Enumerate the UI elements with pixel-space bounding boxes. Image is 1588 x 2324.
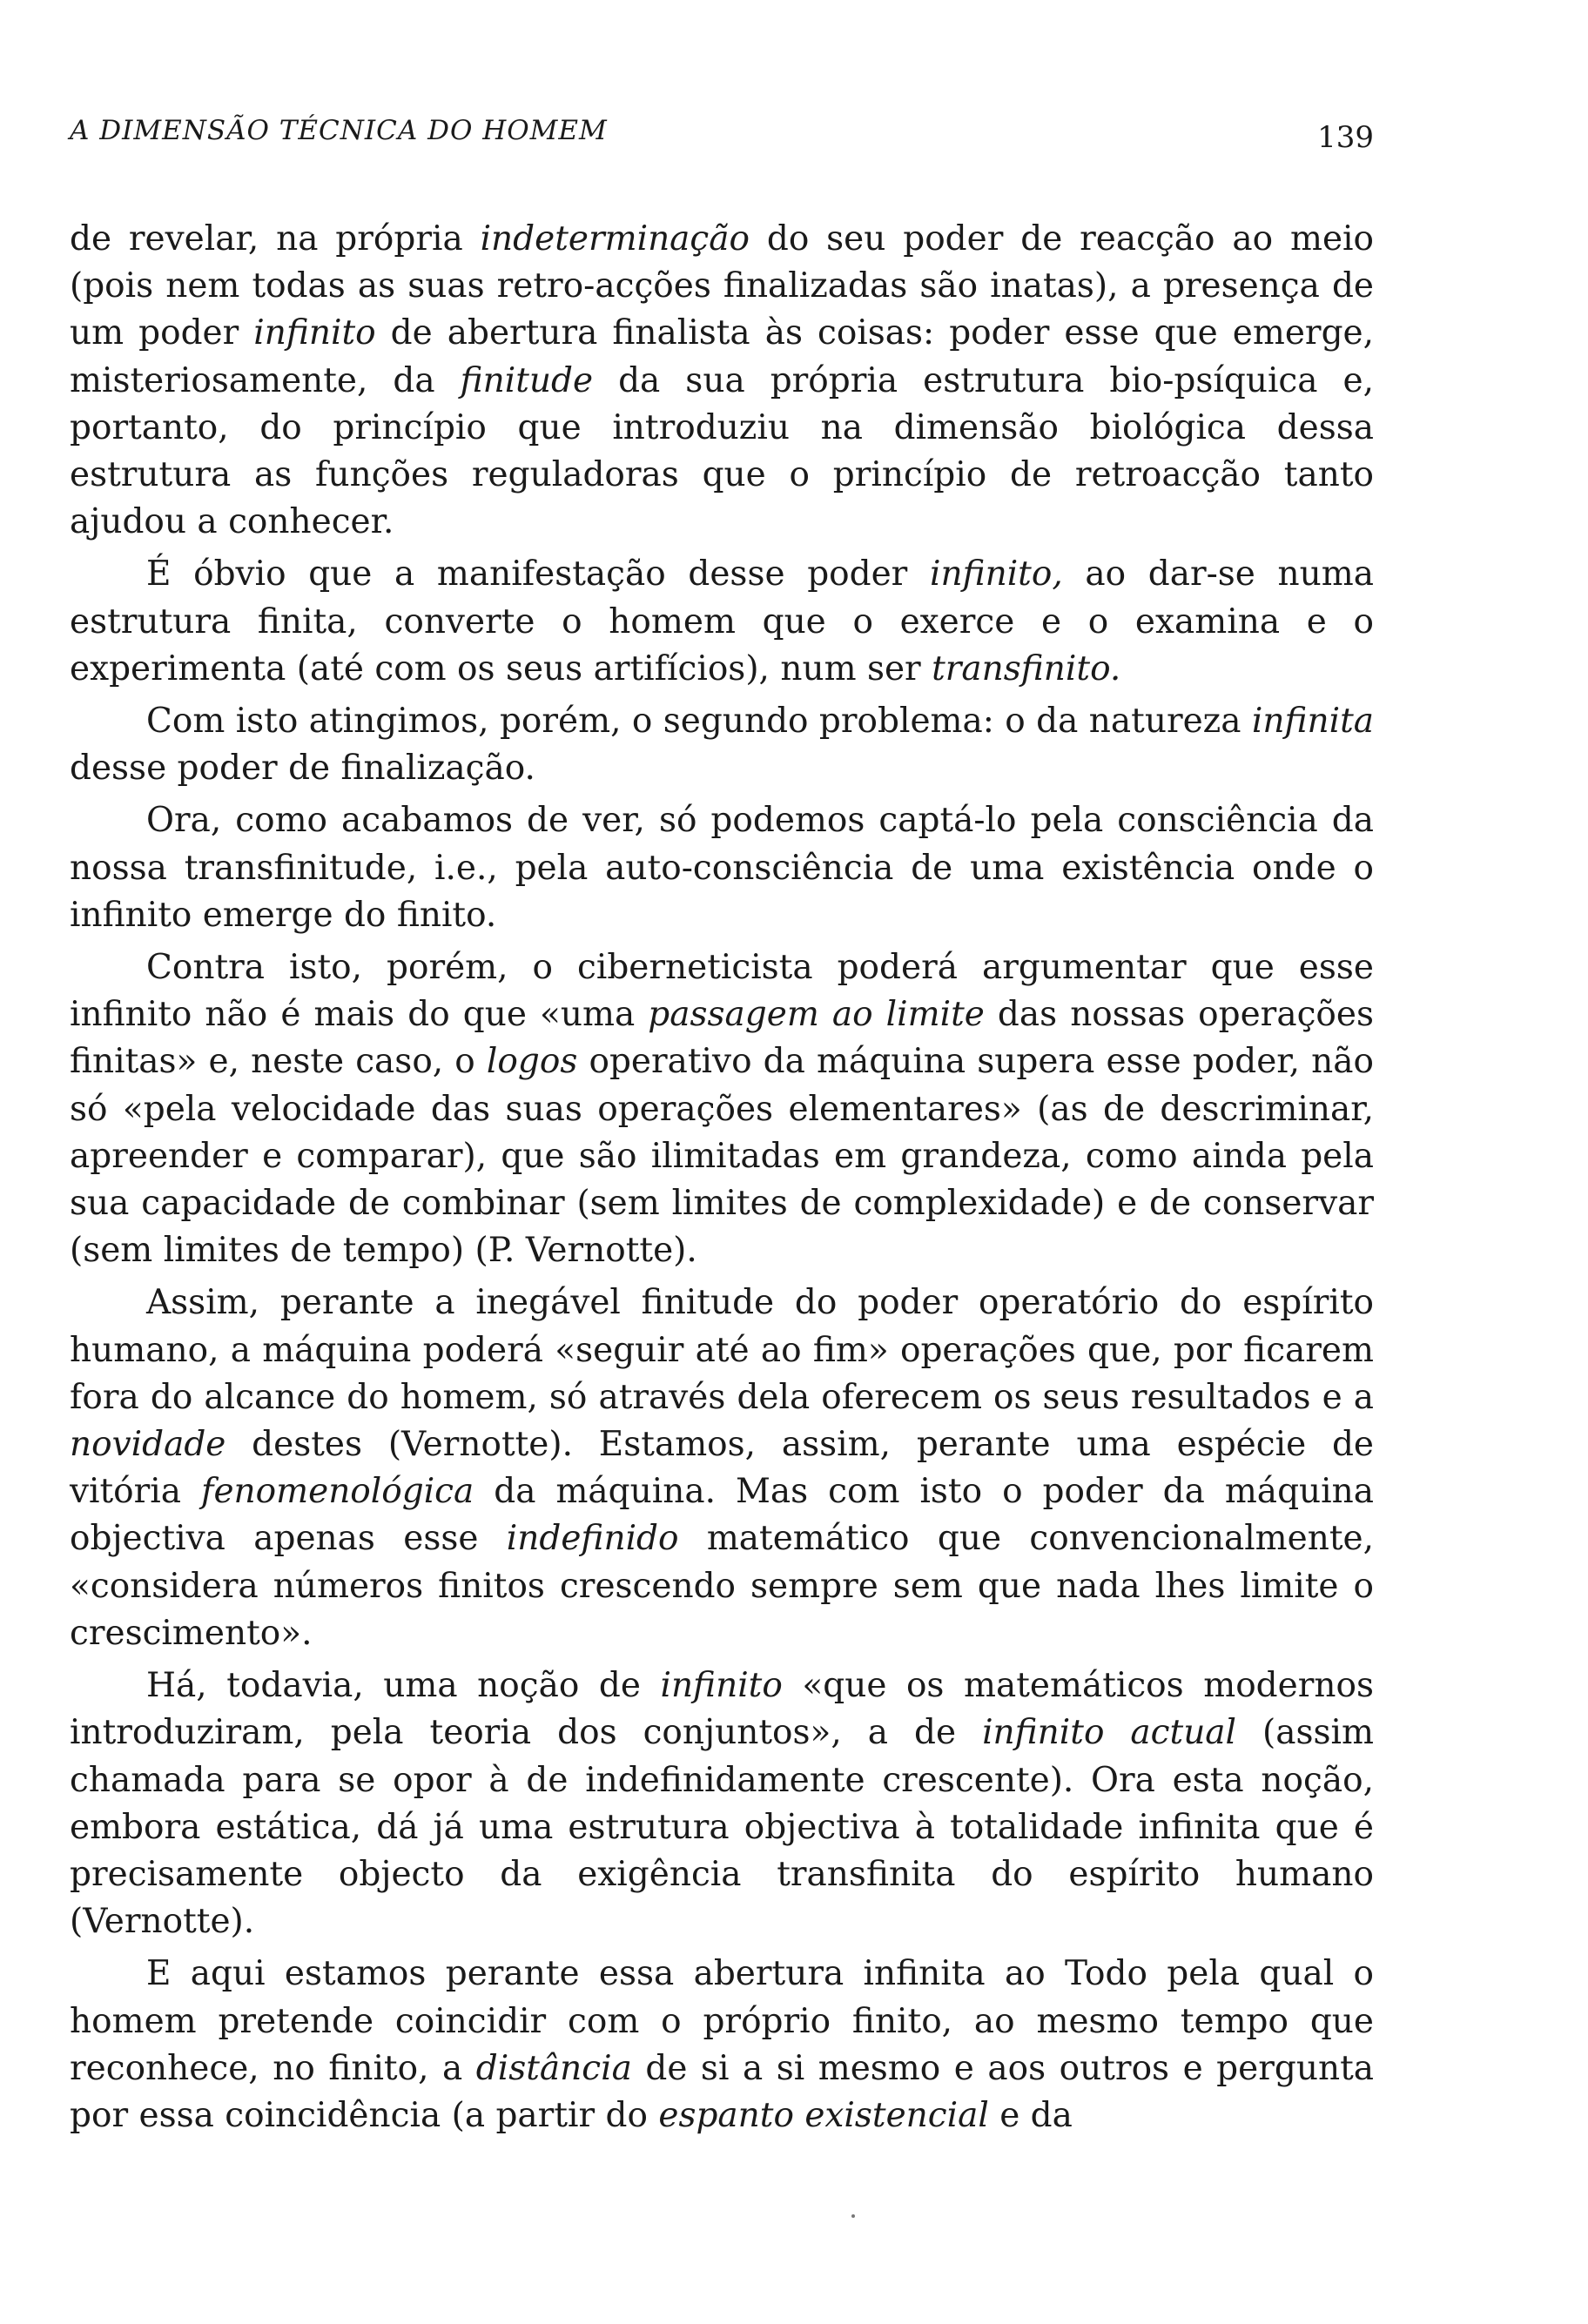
text-segment: operativo da máquina supera esse poder, não só «pela velocidade das suas operações elementares» (as de descriminar, apreender e comparar), que são ilimitadas em grandeza, como ainda pela sua capacidade de combinar (sem limites de complexidade) e de conservar (sem limites de tempo) (P. Vernotte).	[70, 1042, 1374, 1271]
text-segment: de abertura finalista às coisas: poder esse que emerge, misteriosamente, da	[70, 313, 1375, 400]
page-number: 139	[1317, 120, 1374, 155]
italic-segment: infinito	[253, 313, 376, 353]
text-segment: desse poder de finalização.	[70, 749, 535, 789]
running-header: A DIMENSÃO TÉCNICA DO HOMEM	[70, 115, 608, 146]
text-segment: da máquina. Mas com isto o poder da máquina objectiva apenas esse	[70, 1472, 1374, 1559]
text-segment: das nossas operações finitas» e, neste caso, o	[70, 995, 1374, 1082]
italic-segment: indefinido	[506, 1519, 679, 1559]
paragraph	[70, 1280, 1374, 1657]
italic-segment: infinita	[1251, 702, 1374, 742]
italic-segment: transfinito.	[932, 648, 1121, 688]
paragraph	[70, 1662, 1374, 1945]
text-segment: E aqui estamos perante essa abertura infinita ao Todo pela qual o homem pretende coincidir com o próprio finito, ao mesmo tempo que reconhece, no finito, a	[70, 1954, 1374, 2088]
text-segment: É óbvio que a manifestação desse poder	[146, 554, 930, 594]
paragraph	[70, 797, 1374, 939]
italic-segment: infinito,	[929, 554, 1063, 594]
italic-segment: novidade	[70, 1425, 226, 1465]
text-segment: do seu poder de reacção ao meio (pois nem todas as suas retro-acções finalizadas são inatas), a presença de um poder	[70, 219, 1374, 353]
print-speck	[851, 2214, 855, 2218]
text-segment: «que os matemáticos modernos introduziram, pela teoria dos conjuntos», a de	[70, 1666, 1374, 1753]
text-segment: matemático que convencionalmente, «considera números finitos crescendo sempre sem que nada lhes limite o crescimento».	[70, 1519, 1374, 1653]
paragraph	[70, 551, 1374, 693]
text-segment: e da	[988, 2095, 1073, 2135]
paragraph	[70, 216, 1374, 546]
text-segment: de revelar, na própria	[70, 219, 481, 259]
italic-segment: infinito actual	[982, 1713, 1237, 1753]
italic-segment: distância	[475, 2048, 632, 2088]
text-segment: Com isto atingimos, porém, o segundo problema: o da natureza	[146, 702, 1252, 742]
text-segment: ao dar-se numa estrutura finita, converte o homem que o exerce e o examina e o experimenta (até com os seus artifícios), num ser	[70, 554, 1375, 688]
text-segment: de si a si mesmo e aos outros e pergunta por essa coincidência (a partir do	[70, 2048, 1374, 2135]
italic-segment: logos	[486, 1042, 578, 1082]
text-segment: destes (Vernotte). Estamos, assim, perante uma espécie de vitória	[70, 1425, 1374, 1512]
paragraph	[70, 698, 1374, 792]
text-segment: da sua própria estrutura bio-psíquica e, portanto, do princípio que introduziu na dimensão biológica dessa estrutura as funções reguladoras que o princípio de retroacção tanto ajudou a conhecer.	[70, 360, 1374, 542]
italic-segment: infinito	[660, 1666, 783, 1706]
text-segment: Contra isto, porém, o ciberneticista poderá argumentar que esse infinito não é mais do que «uma	[70, 948, 1374, 1035]
paragraph	[70, 1951, 1374, 2139]
italic-segment: fenomenológica	[201, 1472, 474, 1512]
text-segment: Ora, como acabamos de ver, só podemos captá-lo pela consciência da nossa transfinitude, i.e., pela auto-consciência de uma existência onde o infinito emerge do finito.	[70, 801, 1374, 935]
text-segment: Há, todavia, uma noção de	[146, 1666, 661, 1706]
body-text	[70, 216, 1374, 2145]
italic-segment: indeterminação	[480, 219, 750, 259]
italic-segment: espanto existencial	[658, 2095, 989, 2135]
paragraph	[70, 944, 1374, 1274]
italic-segment: finitude	[460, 360, 594, 400]
text-segment: (assim chamada para se opor à de indefinidamente crescente). Ora esta noção, embora estática, dá já uma estrutura objectiva à totalidade infinita que é precisamente objecto da exigência transfinita do espírito humano (Vernotte).	[70, 1713, 1374, 1942]
text-segment: Assim, perante a inegável finitude do poder operatório do espírito humano, a máquina poderá «seguir até ao fim» operações que, por ficarem fora do alcance do homem, só através dela oferecem os seus resultados e a	[70, 1283, 1374, 1417]
italic-segment: passagem ao limite	[648, 995, 985, 1035]
